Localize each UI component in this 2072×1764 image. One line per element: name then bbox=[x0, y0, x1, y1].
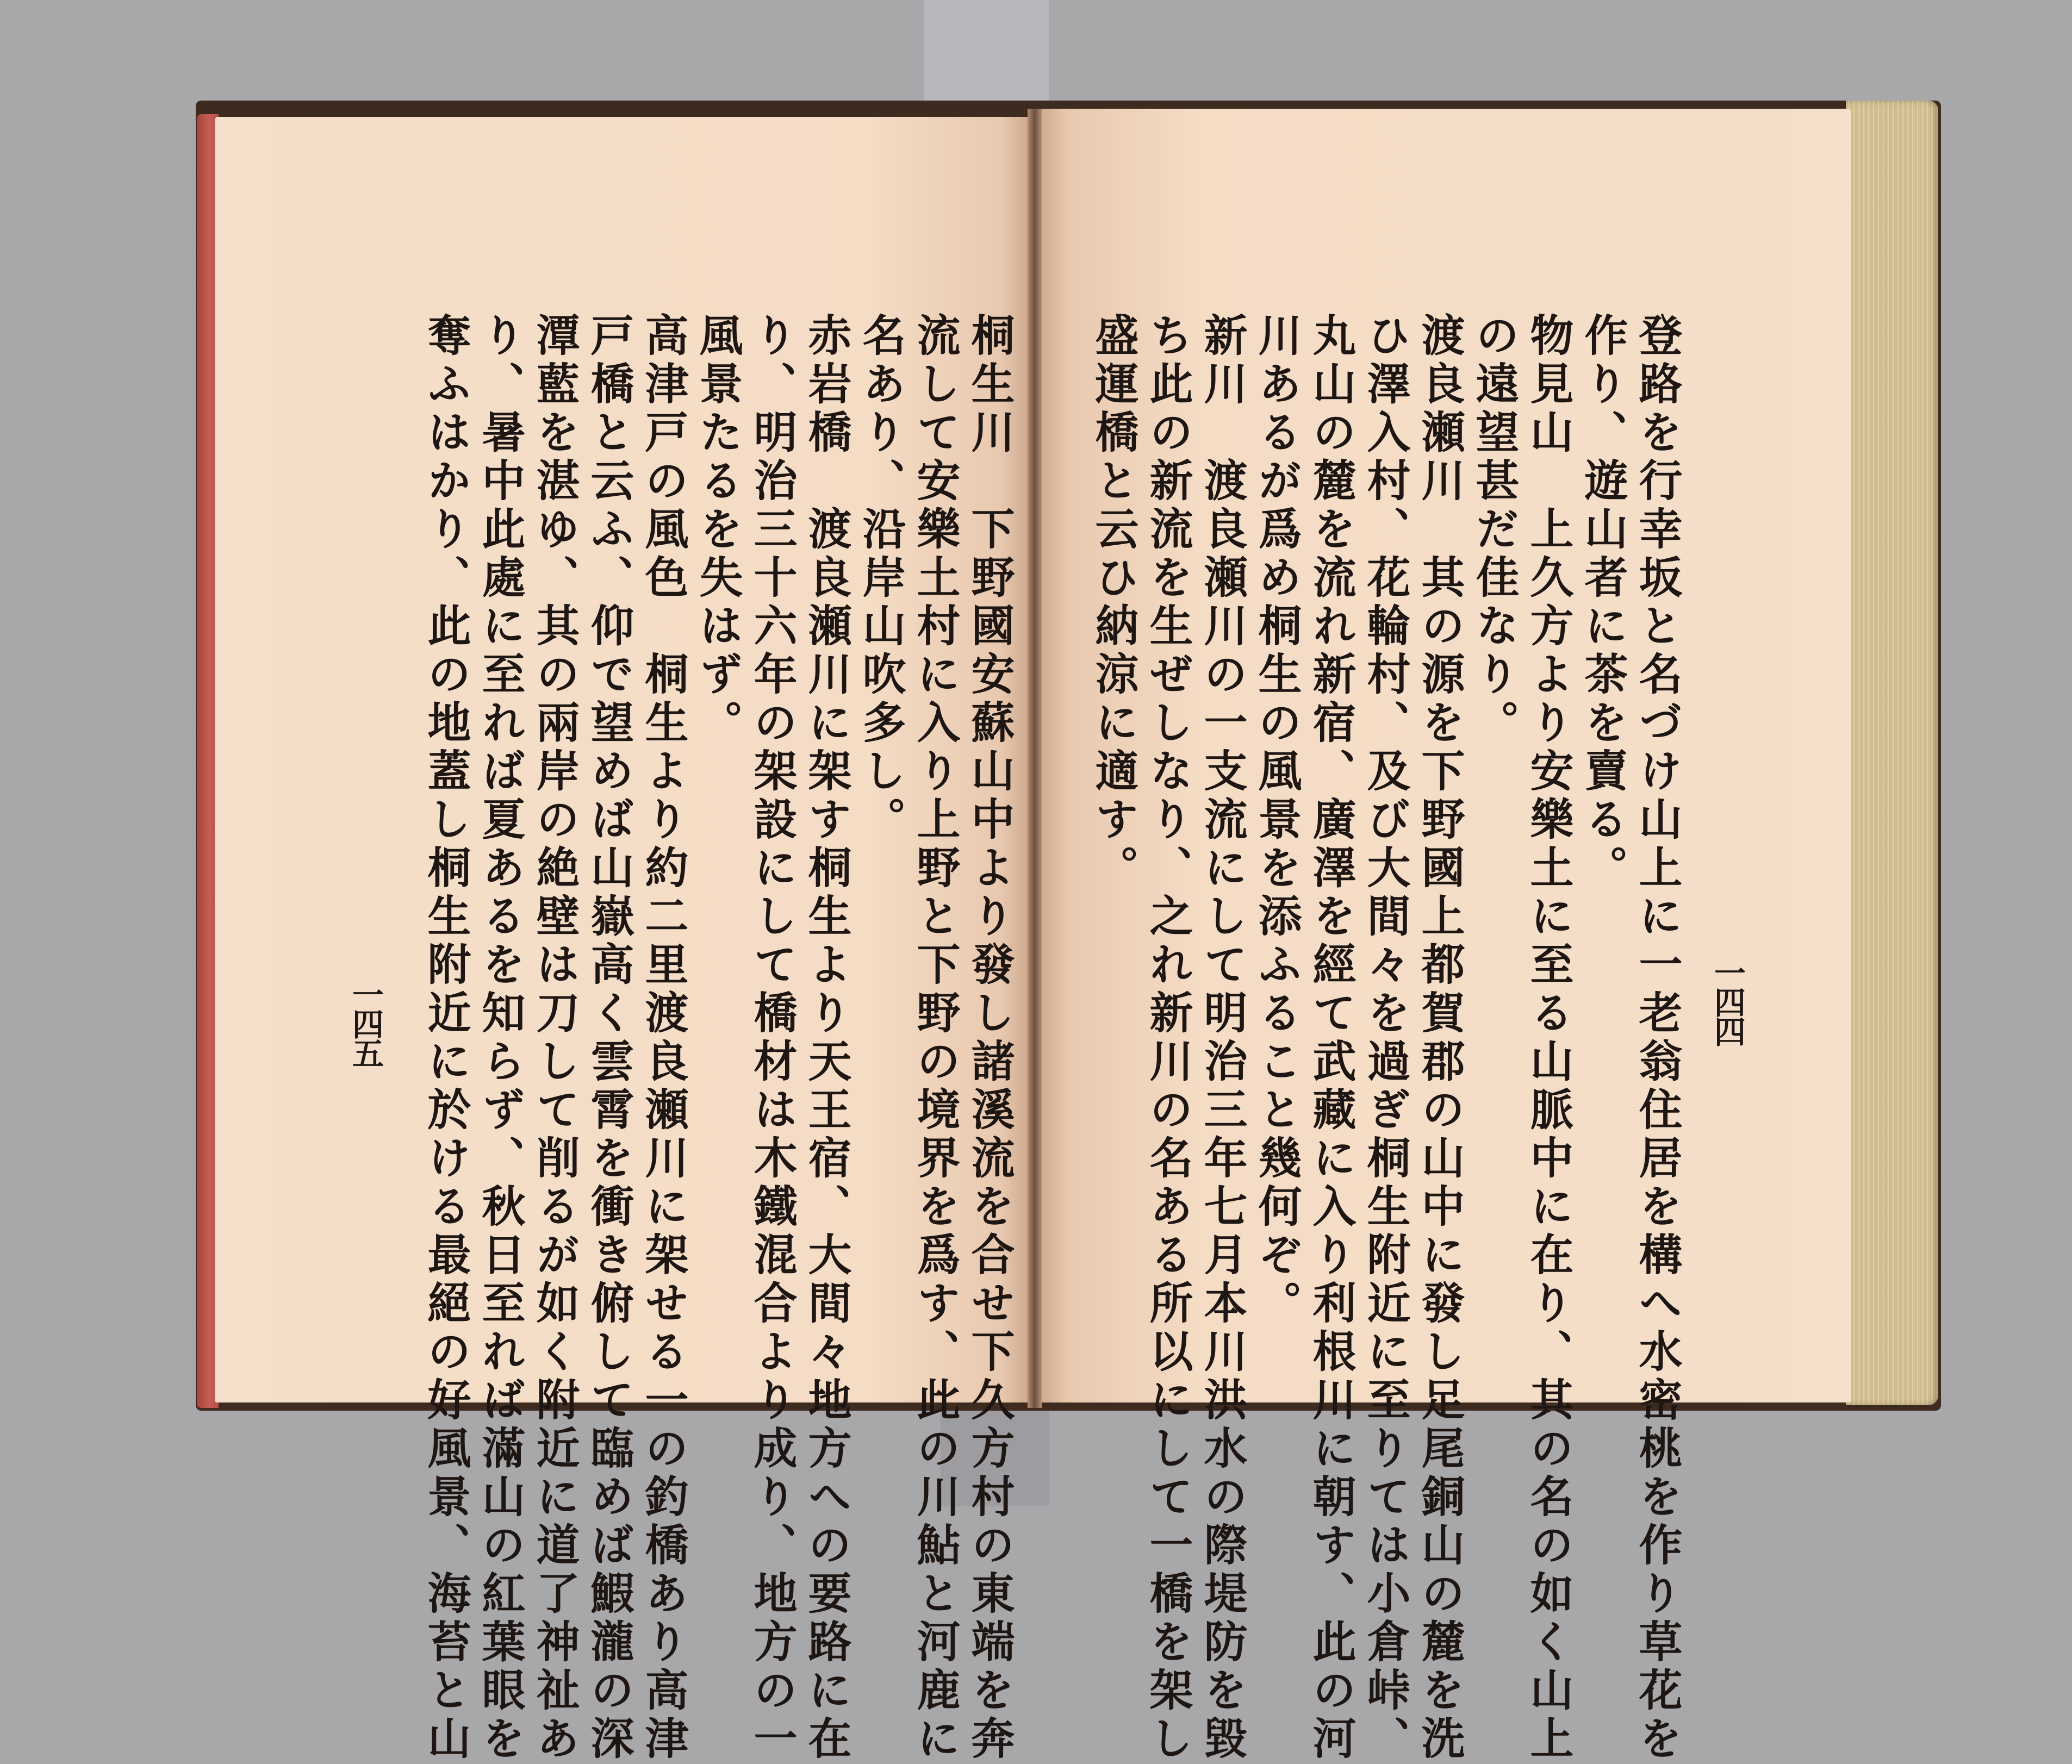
left-col-1: 桐生川 下野國安蘇山中より發し諸溪流を合せ下久方村の東端を奔 bbox=[964, 313, 1015, 1764]
left-col-8: 戸橋と云ふ、仰で望めば山嶽高く雲霄を衝き俯して臨めば鰕瀧の深 bbox=[583, 313, 634, 1764]
page-fore-edge bbox=[1846, 101, 1938, 1405]
left-col-9: 潭藍を湛ゆ、其の兩岸の絶壁は刀して削るが如く附近に道了神祉あ bbox=[529, 313, 580, 1764]
left-col-11: 奪ふはかり、此の地蓋し桐生附近に於ける最絕の好風景、海苔と山 bbox=[420, 313, 471, 1764]
left-col-6: 風景たるを失はず。 bbox=[692, 313, 743, 748]
right-col-11: 盛運橋と云ひ納涼に適す。 bbox=[1088, 313, 1139, 893]
right-col-9: 新川 渡良瀬川の一支流にして明治三年七月本川洪水の際堤防を毀 bbox=[1197, 313, 1248, 1764]
right-col-2: 作り、遊山者に茶を賣る。 bbox=[1577, 313, 1628, 893]
left-col-4: 赤岩橋 渡良瀬川に架す桐生より天王宿、大間々地方への要路に在 bbox=[801, 313, 852, 1764]
page-number-left: 一四五 bbox=[347, 978, 384, 1067]
page-number-right: 一四四 bbox=[1709, 957, 1746, 1045]
right-col-4: の遠望甚だ佳なり。 bbox=[1469, 313, 1520, 748]
left-col-5: り、明治三十六年の架設にして橋材は木鐵混合より成り、地方の一 bbox=[746, 313, 798, 1764]
right-col-3: 物見山 上久方より安樂土に至る山脈中に在り、其の名の如く山上 bbox=[1523, 313, 1574, 1764]
left-col-7: 高津戸の風色 桐生より約二里渡良瀬川に架せる一の釣橋あり高津 bbox=[638, 313, 689, 1764]
right-col-7: 丸山の麓を流れ新宿、廣澤を經て武藏に入り利根川に朝す、此の河 bbox=[1305, 313, 1357, 1764]
right-col-5: 渡良瀬川 其の源を下野國上都賀郡の山中に發し足尾銅山の麓を洗 bbox=[1414, 313, 1465, 1764]
book-gutter bbox=[1028, 109, 1042, 1408]
left-col-10: り、暑中此處に至れば夏あるを知らず、秋日至れば滿山の紅葉眼を bbox=[475, 313, 526, 1764]
right-col-1: 登路を行幸坂と名づけ山上に一老翁住居を構へ水密桃を作り草花を bbox=[1632, 313, 1683, 1764]
right-col-10: ち此の新流を生ぜしなり、之れ新川の名ある所以にして一橋を架し bbox=[1142, 313, 1193, 1764]
left-col-3: 名あり、沿岸山吹多し。 bbox=[855, 313, 906, 845]
right-col-6: ひ澤入村、花輪村、及び大間々を過ぎ桐生附近に至りては小倉峠、 bbox=[1360, 313, 1411, 1764]
right-col-8: 川あるが爲め桐生の風景を添ふること幾何ぞ。 bbox=[1251, 313, 1302, 1329]
left-col-2: 流して安樂土村に入り上野と下野の境界を爲す、此の川鮎と河鹿に bbox=[910, 313, 961, 1764]
